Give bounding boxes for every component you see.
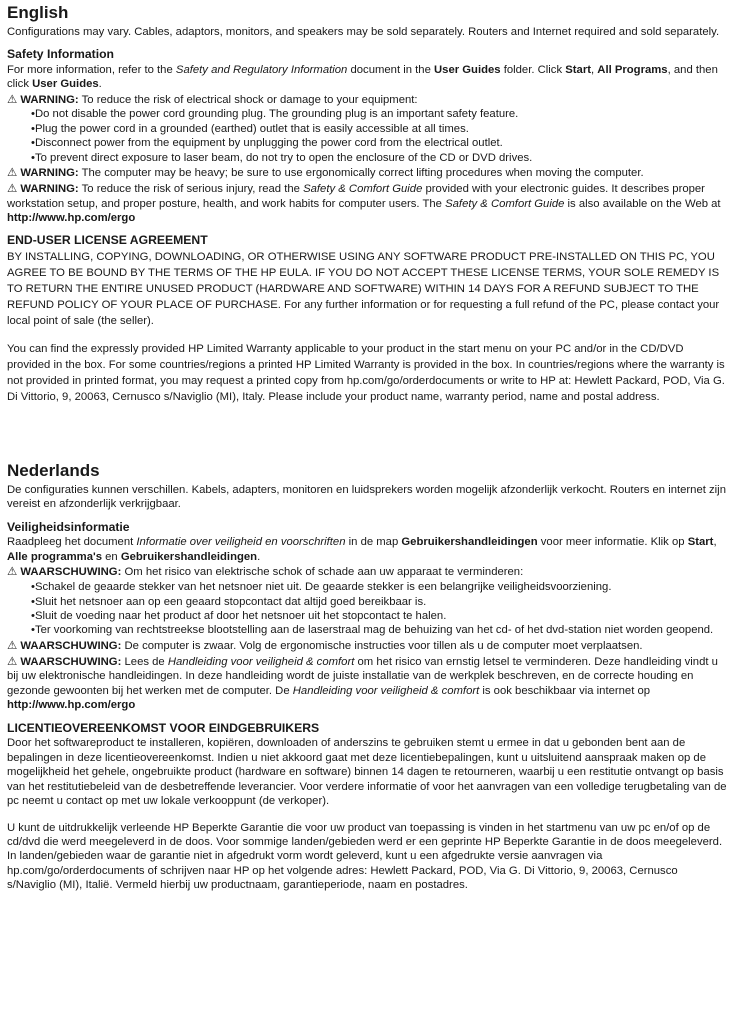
bullet-marker: • — [31, 595, 35, 608]
bullet-text: Ter voorkoming van rechtstreekse blootstelling aan de laserstraal mag de behuizing van het cd- of het dvd-station niet worden geopend. — [34, 624, 714, 637]
warning-electrical-text: WARNING: To reduce the risk of electrical shock or damage to your equipment: — [20, 93, 418, 106]
bullet-item — [31, 609, 728, 623]
warning-injury-text: WARNING: To reduce the risk of serious injury, read the Safety & Comfort Guide provided with your electronic guides. It describes proper workstation setup, and proper posture, health, and work habits for computer users. The Safety & Comfort Guide is also available on the Web at http://www.hp.com/ergo — [7, 182, 721, 224]
bullet-marker: • — [31, 137, 35, 150]
warning-electrical-text: WAARSCHUWING: Om het risico van elektrische schok of schade aan uw apparaat te verminderen: — [20, 566, 524, 579]
warning-heavy — [7, 166, 728, 181]
warning-icon: ⚠ — [7, 566, 18, 579]
bullet-item — [31, 595, 728, 609]
warning-injury-text: WAARSCHUWING: Lees de Handleiding voor veiligheid & comfort om het risico van ernstig letsel te verminderen. Deze handleiding vindt u bij uw elektronische handleidingen. In deze handleiding wordt de juiste installatie van de werkplek beschreven, en de correcte houding en gezonde gewoonten bij het werken met de computer. De Handleiding voor veiligheid & comfort is ook beschikbaar via internet op http://www.hp.com/ergo — [7, 655, 718, 712]
bullet-marker: • — [31, 108, 35, 121]
safety-reference-paragraph: For more information, refer to the Safety and Regulatory Information document in the User Guides folder. Click Start, All Programs, and then click User Guides. — [7, 63, 718, 91]
bullet-marker: • — [31, 151, 35, 164]
bullet-marker: • — [31, 122, 35, 135]
eula-paragraph: Door het softwareproduct te installeren, kopiëren, downloaden of anderszins te gebruiken stemt u ermee in dat u gebonden bent aan de bepalingen in deze licentieovereenkomst. Indien u niet akkoord gaat met deze licentiebepalingen, kunt u uitsluitend aanspraak maken op de mogelijkheid het gehele, ongebruikte product (hardware en software) binnen 14 dagen te retourneren, waarbij u een restitutie ontvangt op basis van het restitutiebeleid van de desbetreffende leverancier. Voor verdere informatie of voor het aanvragen van een volledige terugbetaling van de pc neemt u contact op met uw lokale verkooppunt (de verkoper). — [7, 737, 727, 808]
eula-paragraph: BY INSTALLING, COPYING, DOWNLOADING, OR OTHERWISE USING ANY SOFTWARE PRODUCT PRE-INSTALLED ON THIS PC, YOU AGREE TO BE BOUND BY THE TERMS OF THE HP EULA. IF YOU DO NOT ACCEPT THESE LICENSE TERMS, YOUR SOLE REMEDY IS TO RETURN THE ENTIRE UNUSED PRODUCT (HARDWARE AND SOFTWARE) WITHIN 14 DAYS FOR A REFUND SUBJECT TO THE REFUND POLICY OF YOUR PLACE OF PURCHASE. For any further information or for requesting a full refund of the PC, please contact your local point of sale (the seller). — [7, 251, 720, 328]
bullet-marker: • — [31, 581, 35, 594]
bullet-item — [31, 107, 728, 121]
warning-injury — [7, 655, 728, 713]
warning-electrical-bullets — [7, 580, 728, 638]
bullet-text: Sluit het netsnoer aan op een geaard stopcontact dat altijd goed bereikbaar is. — [34, 595, 427, 608]
warning-injury — [7, 182, 728, 226]
warning-electrical — [7, 565, 728, 580]
warning-icon: ⚠ — [7, 655, 18, 668]
safety-information-heading: Safety Information — [7, 47, 114, 61]
warning-electrical-bullets — [7, 107, 728, 165]
bullet-item — [31, 122, 728, 136]
section-english — [7, 3, 728, 405]
safety-reference-paragraph: Raadpleeg het document Informatie over veiligheid en voorschriften in de map Gebruikershandleidingen voor meer informatie. Klik op Start, Alle programma's en Gebruikershandleidingen. — [7, 536, 717, 563]
section-dutch — [7, 461, 728, 893]
bullet-text: Schakel de geaarde stekker van het netsnoer niet uit. De geaarde stekker is een belangrijke veiligheidsvoorziening. — [34, 581, 612, 594]
intro-paragraph: De configuraties kunnen verschillen. Kabels, adapters, monitoren en luidsprekers worden mogelijk afzonderlijk verkocht. Routers en internet zijn vereist en afzonderlijk verkrijgbaar. — [7, 483, 726, 511]
bullet-text: Do not disable the power cord grounding plug. The grounding plug is an important safety feature. — [34, 108, 519, 121]
bullet-item — [31, 136, 728, 150]
warranty-paragraph: You can find the expressly provided HP Limited Warranty applicable to your product in the start menu on your PC and/or in the CD/DVD provided in the box. For some countries/regions a printed HP Limited Warranty is provided in the box. In countries/regions where the warranty is not provided in printed format, you may request a printed copy from hp.com/go/orderdocuments or write to HP at: Hewlett Packard, POD, Via G. Di Vittorio, 9, 20063, Cernusco s/Naviglio (MI), Italy. Please include your product name, warranty period, name and postal address. — [7, 343, 725, 404]
eula-heading: LICENTIEOVEREENKOMST VOOR EINDGEBRUIKERS — [7, 720, 320, 735]
bullet-marker: • — [31, 609, 35, 622]
warning-heavy-text: WAARSCHUWING: De computer is zwaar. Volg de ergonomische instructies voor tillen als u de computer moet verplaatsen. — [20, 639, 643, 652]
bullet-item — [31, 580, 728, 594]
eula-heading: END-USER LICENSE AGREEMENT — [7, 233, 208, 248]
warning-electrical — [7, 93, 728, 108]
intro-paragraph: Configurations may vary. Cables, adaptors, monitors, and speakers may be sold separately. Routers and Internet required and sold separately. — [7, 25, 720, 38]
warning-heavy-text: WARNING: The computer may be heavy; be sure to use ergonomically correct lifting procedures when moving the computer. — [20, 167, 644, 180]
bullet-marker: • — [31, 624, 35, 637]
bullet-text: To prevent direct exposure to laser beam, do not try to open the enclosure of the CD or DVD drives. — [34, 151, 533, 164]
bullet-text: Sluit de voeding naar het product af door het netsnoer uit het stopcontact te halen. — [34, 609, 447, 622]
warning-heavy — [7, 639, 728, 654]
language-title-dutch: Nederlands — [7, 461, 100, 481]
language-title-english: English — [7, 3, 69, 22]
warranty-paragraph: U kunt de uitdrukkelijk verleende HP Beperkte Garantie die voor uw product van toepassing is vinden in het startmenu van uw pc en/of op de cd/dvd die werd meegeleverd in de doos. Voor sommige landen/gebieden werd er een geprinte HP Beperkte Garantie in de doos meegeleverd. In landen/gebieden waar de garantie niet in afgedrukt vorm wordt geleverd, kunt u een afgedrukte versie aanvragen via hp.com/go/orderdocuments of schrijven naar HP op het volgende adres: Hewlett Packard, POD, Via G. Di Vittorio, 9, 20063, Cernusco s/Naviglio (MI), Italië. Vermeld hierbij uw productnaam, garantieperiode, naam en postadres. — [7, 821, 723, 892]
bullet-item — [31, 623, 728, 637]
bullet-text: Disconnect power from the equipment by unplugging the power cord from the electrical outlet. — [34, 137, 503, 150]
safety-information-heading: Veiligheidsinformatie — [7, 519, 130, 534]
warning-icon: ⚠ — [7, 93, 18, 106]
warning-icon: ⚠ — [7, 182, 18, 195]
bullet-text: Plug the power cord in a grounded (earthed) outlet that is easily accessible at all times. — [34, 122, 469, 135]
bullet-item — [31, 151, 728, 165]
warning-icon: ⚠ — [7, 639, 18, 652]
warning-icon: ⚠ — [7, 167, 18, 180]
